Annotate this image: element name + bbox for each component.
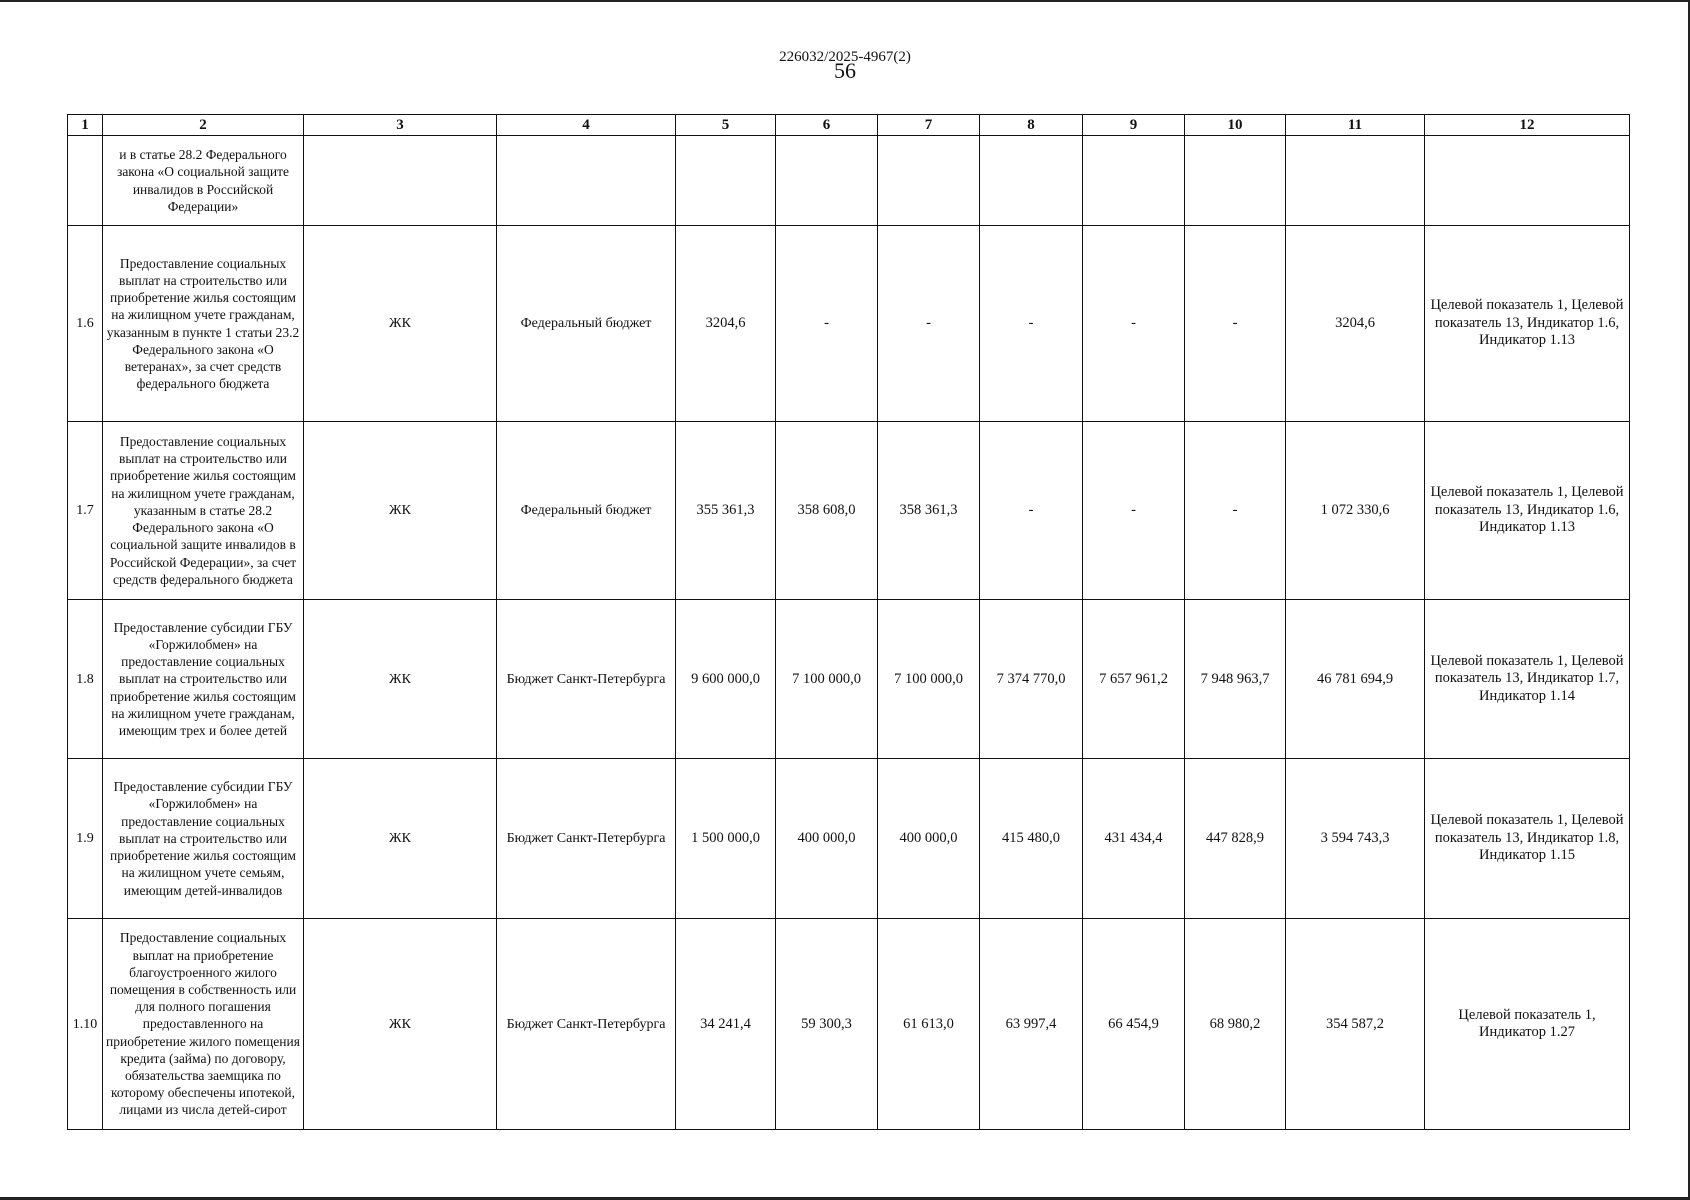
- value-col6: 7 100 000,0: [776, 600, 878, 759]
- value-col8: 7 374 770,0: [980, 600, 1083, 759]
- value-col7: 358 361,3: [878, 422, 980, 600]
- value-col9: 431 434,4: [1083, 759, 1185, 919]
- value-col8: -: [980, 422, 1083, 600]
- activity-name: и в статье 28.2 Федерального закона «О социальной защите инвалидов в Российской Федерации»: [103, 136, 304, 226]
- value-col8: [980, 136, 1083, 226]
- page-number: 56: [834, 58, 856, 83]
- value-col7: 61 613,0: [878, 919, 980, 1130]
- value-col10: [1185, 136, 1286, 226]
- funding-source: Федеральный бюджет: [497, 422, 676, 600]
- column-header: 8: [980, 115, 1083, 136]
- table-row: [68, 422, 1630, 600]
- budget-table: [67, 114, 1630, 1130]
- table-row: [68, 600, 1630, 759]
- activity-name: Предоставление социальных выплат на строительство или приобретение жилья состоящим на жилищном учете гражданам, указанным в статье 28.2 Федерального закона «О социальной защите инвалидов в Российской Федерации», за счет средств федерального бюджета: [103, 422, 304, 600]
- table-row: [68, 759, 1630, 919]
- value-col10: 7 948 963,7: [1185, 600, 1286, 759]
- value-col9: -: [1083, 226, 1185, 422]
- column-header: 9: [1083, 115, 1185, 136]
- value-col9: 66 454,9: [1083, 919, 1185, 1130]
- row-number: 1.10: [68, 919, 103, 1130]
- value-col6: 400 000,0: [776, 759, 878, 919]
- value-col8: 63 997,4: [980, 919, 1083, 1130]
- value-col6: 358 608,0: [776, 422, 878, 600]
- column-header: 4: [497, 115, 676, 136]
- column-header: 12: [1425, 115, 1630, 136]
- value-col10: 68 980,2: [1185, 919, 1286, 1130]
- header-row: [68, 115, 1630, 136]
- indicators: Целевой показатель 1, Целевой показатель 13, Индикатор 1.6, Индикатор 1.13: [1425, 226, 1630, 422]
- funding-source: Бюджет Санкт-Петербурга: [497, 759, 676, 919]
- value-col10: 447 828,9: [1185, 759, 1286, 919]
- document-number: 226032/2025-4967(2): [779, 49, 911, 65]
- table-body: [68, 136, 1630, 1130]
- executor-code: [304, 136, 497, 226]
- value-col9: [1083, 136, 1185, 226]
- executor-code: ЖК: [304, 226, 497, 422]
- page-header: [0, 49, 1690, 83]
- indicators: Целевой показатель 1, Целевой показатель 13, Индикатор 1.8, Индикатор 1.15: [1425, 759, 1630, 919]
- value-col10: -: [1185, 226, 1286, 422]
- value-col8: -: [980, 226, 1083, 422]
- executor-code: ЖК: [304, 919, 497, 1130]
- column-header: 2: [103, 115, 304, 136]
- column-header: 7: [878, 115, 980, 136]
- funding-source: Бюджет Санкт-Петербурга: [497, 600, 676, 759]
- column-header: 11: [1286, 115, 1425, 136]
- value-col7: -: [878, 226, 980, 422]
- table-row: [68, 136, 1630, 226]
- value-col7: 400 000,0: [878, 759, 980, 919]
- funding-source: Бюджет Санкт-Петербурга: [497, 919, 676, 1130]
- value-col5: 3204,6: [676, 226, 776, 422]
- table-header: [68, 115, 1630, 136]
- activity-name: Предоставление субсидии ГБУ «Горжилобмен» на предоставление социальных выплат на строительство или приобретение жилья состоящим на жилищном учете семьям, имеющим детей-инвалидов: [103, 759, 304, 919]
- activity-name: Предоставление субсидии ГБУ «Горжилобмен» на предоставление социальных выплат на строительство или приобретение жилья состоящим на жилищном учете гражданам, имеющим трех и более детей: [103, 600, 304, 759]
- value-col5: 355 361,3: [676, 422, 776, 600]
- value-col5: [676, 136, 776, 226]
- value-total: 3 594 743,3: [1286, 759, 1425, 919]
- table-row: [68, 226, 1630, 422]
- value-total: 3204,6: [1286, 226, 1425, 422]
- row-number: 1.8: [68, 600, 103, 759]
- value-col6: [776, 136, 878, 226]
- column-header: 6: [776, 115, 878, 136]
- row-number: [68, 136, 103, 226]
- row-number: 1.7: [68, 422, 103, 600]
- value-total: 1 072 330,6: [1286, 422, 1425, 600]
- funding-source: Федеральный бюджет: [497, 226, 676, 422]
- executor-code: ЖК: [304, 759, 497, 919]
- value-col7: [878, 136, 980, 226]
- activity-name: Предоставление социальных выплат на приобретение благоустроенного жилого помещения в собственность или для полного погашения предоставленного на приобретение жилого помещения кредита (займа) по договору, обязательства заемщика по которому обеспечены ипотекой, лицами из числа детей-сирот: [103, 919, 304, 1130]
- indicators: [1425, 136, 1630, 226]
- value-col10: -: [1185, 422, 1286, 600]
- column-header: 3: [304, 115, 497, 136]
- table-row: [68, 919, 1630, 1130]
- executor-code: ЖК: [304, 422, 497, 600]
- value-col8: 415 480,0: [980, 759, 1083, 919]
- column-header: 1: [68, 115, 103, 136]
- funding-source: [497, 136, 676, 226]
- value-total: [1286, 136, 1425, 226]
- column-header: 5: [676, 115, 776, 136]
- value-total: 46 781 694,9: [1286, 600, 1425, 759]
- indicators: Целевой показатель 1, Целевой показатель 13, Индикатор 1.7, Индикатор 1.14: [1425, 600, 1630, 759]
- value-col6: -: [776, 226, 878, 422]
- value-col6: 59 300,3: [776, 919, 878, 1130]
- value-col9: 7 657 961,2: [1083, 600, 1185, 759]
- indicators: Целевой показатель 1, Целевой показатель 13, Индикатор 1.6, Индикатор 1.13: [1425, 422, 1630, 600]
- value-col7: 7 100 000,0: [878, 600, 980, 759]
- row-number: 1.6: [68, 226, 103, 422]
- value-total: 354 587,2: [1286, 919, 1425, 1130]
- column-header: 10: [1185, 115, 1286, 136]
- value-col5: 1 500 000,0: [676, 759, 776, 919]
- value-col5: 9 600 000,0: [676, 600, 776, 759]
- executor-code: ЖК: [304, 600, 497, 759]
- indicators: Целевой показатель 1, Индикатор 1.27: [1425, 919, 1630, 1130]
- value-col5: 34 241,4: [676, 919, 776, 1130]
- value-col9: -: [1083, 422, 1185, 600]
- activity-name: Предоставление социальных выплат на строительство или приобретение жилья состоящим на жилищном учете гражданам, указанным в пункте 1 статьи 23.2 Федерального закона «О ветеранах», за счет средств федерального бюджета: [103, 226, 304, 422]
- row-number: 1.9: [68, 759, 103, 919]
